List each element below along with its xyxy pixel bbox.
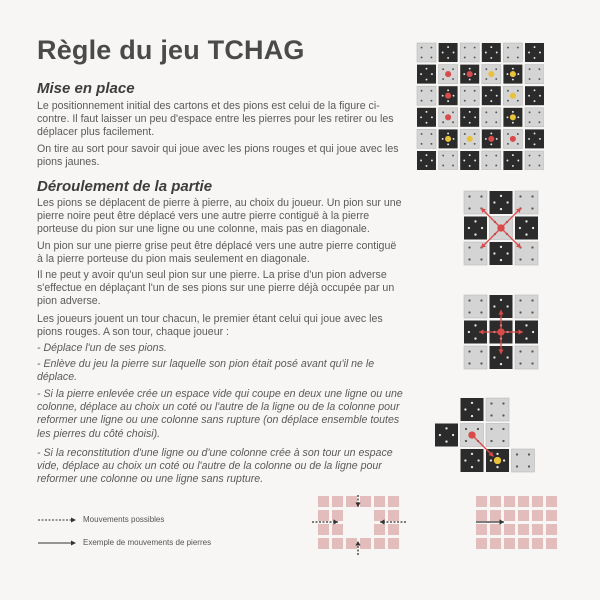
pink-stone — [546, 538, 557, 549]
pink-stone — [374, 510, 385, 521]
grey-stone — [460, 43, 479, 62]
yellow-pawn — [510, 114, 516, 120]
pink-stone — [476, 510, 487, 521]
grey-stone — [482, 65, 501, 84]
gameplay-paragraph-1: Les pions se déplacent de pierre à pierre, au choix du joueur. Un pion sur une pierre noire peut être déplacé vers une autre pierre contiguë à la pierre porteuse du pion sur une ligne ou une colonne, mais pas en diagonale. — [37, 197, 402, 236]
grey-stone — [464, 295, 487, 318]
black-stone — [435, 424, 458, 447]
setup-paragraph-1: Le positionnement initial des cartons et des pions est celui de la figure ci- contre. Il faut laisser un peu d'espace entre les pierres pour les retirer ou les déplacer plus facilement. — [37, 100, 394, 139]
black-stone — [460, 108, 479, 127]
pink-stone — [532, 538, 543, 549]
section-heading-gameplay: Déroulement de la partie — [37, 178, 213, 195]
yellow-pawn — [510, 71, 516, 77]
page-title: Règle du jeu TCHAG — [37, 35, 305, 65]
yellow-pawn — [510, 93, 516, 99]
pink-stone — [388, 510, 399, 521]
pink-stone — [518, 496, 529, 507]
red-pawn — [445, 93, 451, 99]
black-stone — [417, 151, 436, 170]
setup-paragraph-2: On tire au sort pour savoir qui joue avec les pions rouges et qui joue avec les pions jaunes. — [37, 143, 399, 169]
pink-stone — [388, 496, 399, 507]
gameplay-paragraph-4: Les joueurs jouent un tour chacun, le premier étant celui qui joue avec les pions rouges. A son tour, chaque joueur : — [37, 313, 383, 339]
red-pawn — [510, 136, 516, 142]
pink-stone — [518, 538, 529, 549]
pink-stone — [318, 496, 329, 507]
legend-stone-moves-label: Exemple de mouvements de pierres — [83, 538, 212, 547]
black-stone — [525, 43, 544, 62]
grey-stone — [515, 295, 538, 318]
pink-stone — [504, 524, 515, 535]
black-stone — [417, 65, 436, 84]
grey-stone — [515, 346, 538, 369]
pink-stone — [504, 510, 515, 521]
grey-stone — [417, 43, 436, 62]
orthogonal-move-figure — [463, 190, 543, 275]
pink-stone — [332, 496, 343, 507]
grey-stone — [417, 129, 436, 148]
pink-stone — [504, 496, 515, 507]
grey-stone — [525, 65, 544, 84]
pink-stone — [346, 496, 357, 507]
red-pawn — [445, 71, 451, 77]
grey-stone — [464, 346, 487, 369]
capture-figure — [434, 397, 544, 482]
black-stone — [439, 86, 458, 105]
pink-stone — [332, 538, 343, 549]
grey-stone — [503, 43, 522, 62]
pink-stone — [546, 496, 557, 507]
pink-stone — [490, 496, 501, 507]
pink-stone — [360, 538, 371, 549]
pink-stone — [346, 538, 357, 549]
grey-stone — [503, 86, 522, 105]
black-stone — [482, 43, 501, 62]
pink-stone — [532, 524, 543, 535]
red-pawn — [488, 136, 494, 142]
grey-stone — [439, 151, 458, 170]
pink-stone — [504, 538, 515, 549]
red-pawn — [445, 114, 451, 120]
pink-stone — [476, 538, 487, 549]
pink-stone — [490, 538, 501, 549]
pink-stone — [374, 524, 385, 535]
stone-shift-figure-right — [468, 495, 568, 562]
grey-stone — [482, 108, 501, 127]
black-stone — [439, 129, 458, 148]
pink-stone — [388, 538, 399, 549]
black-stone — [503, 65, 522, 84]
black-stone — [460, 151, 479, 170]
gameplay-paragraph-8: - Si la reconstitution d'une ligne ou d'une colonne crée à son tour un espace vide, déplace au choix un coté ou l'autre de la colonne ou de la ligne pour reformer une colonne ou une ligne sans rupture. — [37, 447, 393, 486]
black-stone — [515, 217, 538, 240]
gameplay-paragraph-7: - Si la pierre enlevée crée un espace vide qui coupe en deux une ligne ou une colonne, déplace au choix un coté ou l'autre de la ligne ou de la colonne pour reformer une ligne ou une colonne sans rupture (on déplace ensemble toutes les pierres du côté choisi). — [37, 388, 403, 440]
yellow-pawn — [494, 457, 501, 464]
gameplay-paragraph-6: - Enlève du jeu la pierre sur laquelle son pion était posé avant qu'il ne le déplace. — [37, 358, 375, 384]
legend-stone-moves — [37, 538, 211, 547]
pink-stone — [518, 510, 529, 521]
yellow-pawn — [488, 71, 494, 77]
black-stone — [490, 242, 513, 265]
pink-stone — [532, 496, 543, 507]
pink-stone — [332, 524, 343, 535]
black-stone — [464, 217, 487, 240]
gameplay-paragraph-5: - Déplace l'un de ses pions. — [37, 342, 167, 354]
grey-stone — [460, 129, 479, 148]
pink-stone — [374, 538, 385, 549]
grey-stone — [439, 65, 458, 84]
grey-stone — [503, 129, 522, 148]
grey-stone — [460, 86, 479, 105]
black-stone — [461, 449, 484, 472]
grey-stone — [486, 398, 509, 421]
stone-shift-figure-left — [310, 495, 410, 562]
pink-stone — [490, 510, 501, 521]
black-stone — [439, 43, 458, 62]
pink-stone — [476, 524, 487, 535]
pink-stone — [490, 524, 501, 535]
pink-stone — [518, 524, 529, 535]
black-stone — [503, 108, 522, 127]
black-stone — [461, 398, 484, 421]
pink-stone — [318, 538, 329, 549]
pink-stone — [360, 496, 371, 507]
section-heading-setup: Mise en place — [37, 80, 135, 97]
black-stone — [503, 151, 522, 170]
black-stone — [482, 86, 501, 105]
legend-possible-moves-label: Mouvements possibles — [83, 515, 165, 524]
black-stone — [525, 86, 544, 105]
black-stone — [482, 129, 501, 148]
dotted-arrow-icon — [37, 516, 77, 524]
diagonal-move-figure — [463, 294, 543, 379]
red-pawn — [467, 71, 473, 77]
grey-stone — [482, 151, 501, 170]
solid-arrow-icon — [37, 539, 77, 547]
gameplay-paragraph-3: Il ne peut y avoir qu'un seul pion sur une pierre. La prise d'un pion adverse s'effectue en déplaçant l'un de ses pions sur une pierre déjà occupée par un pion adverse. — [37, 269, 395, 308]
grey-stone — [417, 86, 436, 105]
pink-stone — [388, 524, 399, 535]
legend-possible-moves — [37, 515, 164, 524]
grey-stone — [439, 108, 458, 127]
pink-stone — [374, 496, 385, 507]
pink-stone — [476, 496, 487, 507]
pink-stone — [318, 524, 329, 535]
black-stone — [460, 65, 479, 84]
black-stone — [417, 108, 436, 127]
black-stone — [490, 191, 513, 214]
pink-stone — [532, 510, 543, 521]
grey-stone — [525, 151, 544, 170]
gameplay-paragraph-2: Un pion sur une pierre grise peut être déplacé vers une autre pierre contiguë à la pierre porteuse du pion mais seulement en diagonale. — [37, 240, 397, 266]
pink-stone — [318, 510, 329, 521]
yellow-pawn — [445, 136, 451, 142]
pink-stone — [332, 510, 343, 521]
grey-stone — [525, 108, 544, 127]
grey-stone — [512, 449, 535, 472]
yellow-pawn — [467, 136, 473, 142]
black-stone — [525, 129, 544, 148]
pink-stone — [546, 524, 557, 535]
grey-stone — [486, 424, 509, 447]
pink-stone — [546, 510, 557, 521]
initial-setup-figure — [416, 42, 544, 175]
